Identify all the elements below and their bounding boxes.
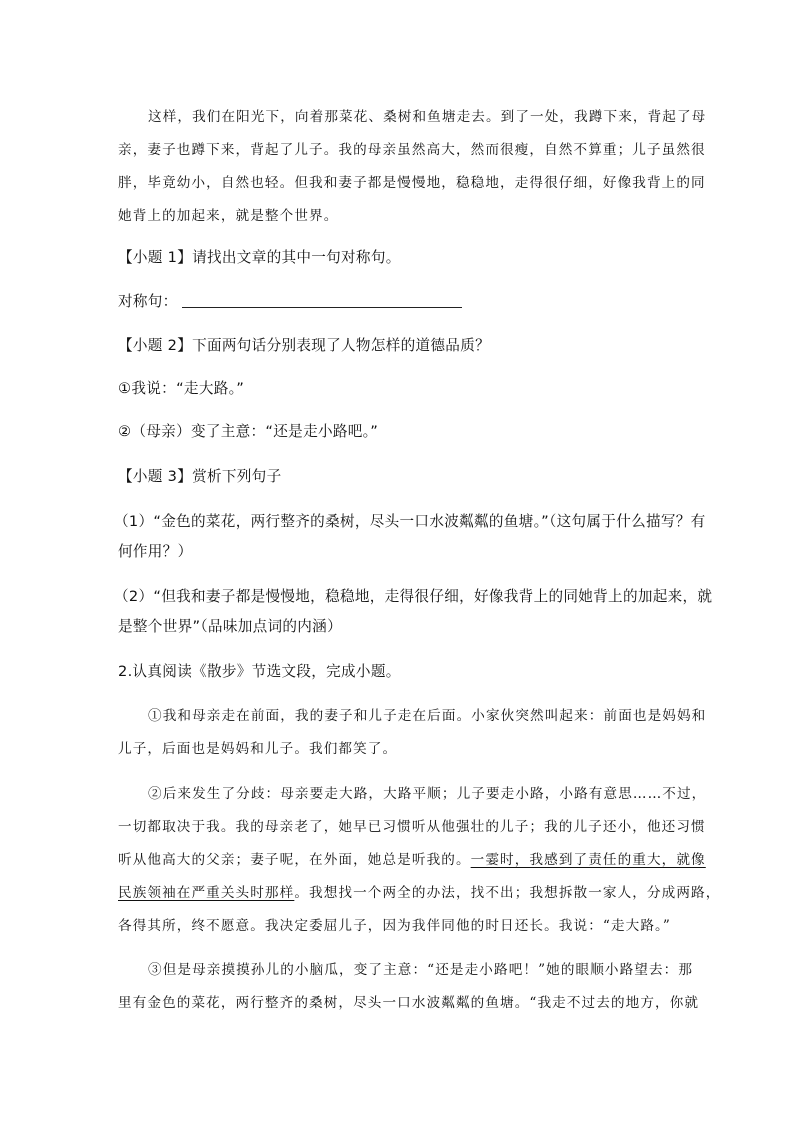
underlined-sentence: 民族领袖在严重关头时那样 (118, 885, 295, 901)
question-1-answer-row (118, 290, 462, 311)
underlined-sentence: 一霎时，我感到了责任的重大，就像 (470, 852, 706, 868)
question-2-item-1: ①我说：“走大路。” (118, 380, 245, 397)
question-3-item-2-line-1: （2）“但我和妻子都是慢慢地，稳稳地，走得很仔细，好像我背上的同她背上的加起来，就 (114, 588, 713, 605)
passage-2-line: ③但是母亲摸摸孙儿的小脑瓜，变了主意：“还是走小路吧！”她的眼顺小路望去：那 (148, 962, 694, 978)
section-2-title: 2.认真阅读《散步》节选文段，完成小题。 (118, 663, 401, 680)
answer-blank[interactable] (182, 293, 462, 308)
passage-1-line: 胖，毕竟幼小，自然也轻。但我和妻子都是慢慢地，稳稳地，走得很仔细，好像我背上的同 (118, 175, 706, 191)
passage-2-line: 各得其所，终不愿意。我决定委屈儿子，因为我伴同他的时日还长。我说：“走大路。” (118, 918, 671, 934)
passage-2-text: 。我想找一个两全的办法，找不出；我想拆散一家人，分成两路， (294, 885, 721, 901)
passage-2-line (118, 881, 720, 901)
passage-2-line: 一切都取决于我。我的母亲老了，她早已习惯听从他强壮的儿子；我的儿子还小，他还习惯 (118, 819, 706, 835)
question-3-item-1-line-1: （1）“金色的菜花，两行整齐的桑树，尽头一口水波粼粼的鱼塘。”（这句属于什么描写？有 (114, 513, 706, 530)
passage-2-line: ②后来发生了分歧：母亲要走大路，大路平顺；儿子要走小路，小路有意思……不过， (148, 786, 707, 802)
passage-2-text: 听从他高大的父亲；妻子呢，在外面，她总是听我的。 (118, 852, 471, 868)
passage-1-line: 亲，妻子也蹲下来，背起了儿子。我的母亲虽然高大，然而很瘦，自然不算重；儿子虽然很 (118, 142, 706, 158)
passage-2-line: ①我和母亲走在前面，我的妻子和儿子走在后面。小家伙突然叫起来：前面也是妈妈和 (148, 708, 707, 724)
question-2-title: 【小题 2】下面两句话分别表现了人物怎样的道德品质？ (118, 337, 490, 354)
question-3-item-1-line-2: 何作用？） (118, 543, 193, 560)
question-3-title: 【小题 3】赏析下列句子 (118, 468, 282, 485)
question-2-item-2: ②（母亲）变了主意：“还是走小路吧。” (118, 423, 379, 440)
passage-2-line: 儿子，后面也是妈妈和儿子。我们都笑了。 (118, 741, 398, 757)
question-1-title: 【小题 1】请找出文章的其中一句对称句。 (118, 249, 401, 266)
question-3-item-2-line-2: 是整个世界”（品味加点词的内涵） (118, 618, 342, 635)
passage-1-line: 这样，我们在阳光下，向着那菜花、桑树和鱼塘走去。到了一处，我蹲下来，背起了母 (148, 109, 707, 125)
answer-label: 对称句： (118, 293, 178, 310)
passage-2-line: 里有金色的菜花，两行整齐的桑树，尽头一口水波粼粼的鱼塘。“我走不过去的地方，你就 (118, 995, 700, 1011)
passage-2-line (118, 848, 706, 868)
passage-1-line: 她背上的加起来，就是整个世界。 (118, 208, 339, 224)
